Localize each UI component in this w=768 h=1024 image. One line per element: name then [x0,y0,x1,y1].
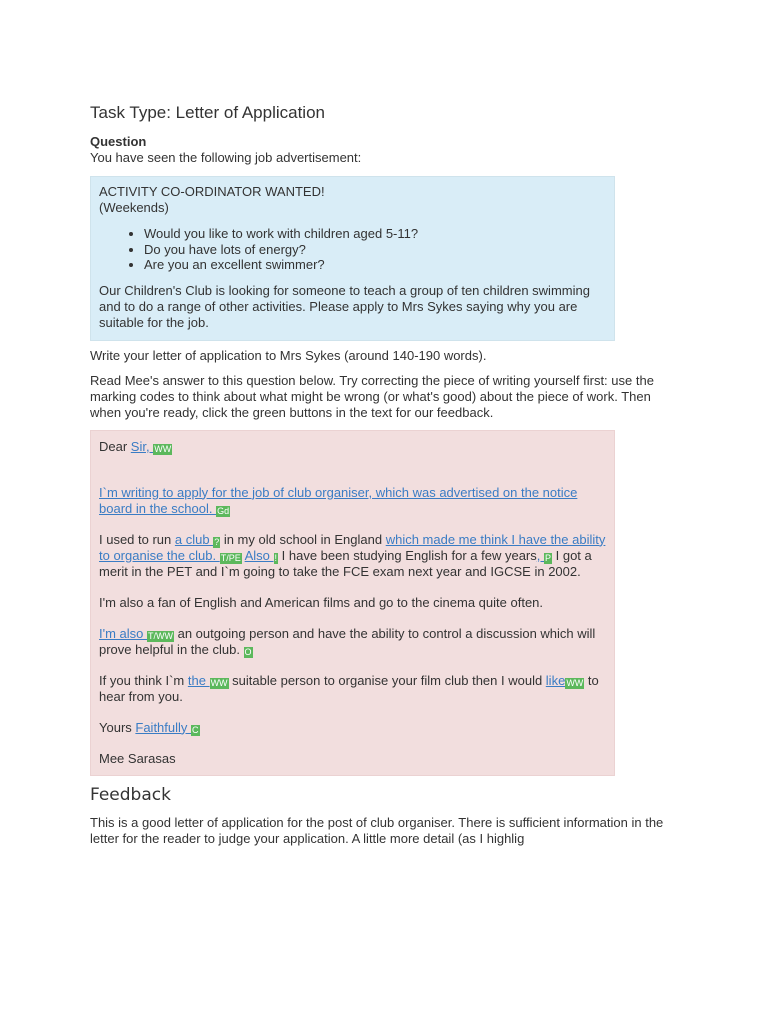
marking-code-button[interactable]: T/PE [220,552,241,563]
marked-text-link[interactable]: I`m writing to apply for the job of club organiser, which was advertised on the notice board in the school. [99,484,578,516]
marking-code-button[interactable]: T/WW [148,630,173,641]
advert-subheading: (Weekends) [99,200,169,215]
marking-code-button[interactable]: P [545,552,552,563]
letter-text: I have been studying English for a few years [278,547,537,563]
advert-bullet-list [99,226,606,273]
advert-bullet: • Would you like to work with children aged 5-11? [144,226,606,242]
advert-heading: ACTIVITY CO-ORDINATOR WANTED! [99,184,325,199]
marked-text-link[interactable]: a club [174,531,214,547]
feedback-heading: Feedback [90,784,171,805]
letter-signature [99,751,606,767]
marking-code-button[interactable]: Gd [217,505,230,516]
letter-text: Yours [99,719,136,735]
marked-text-link[interactable]: the [187,672,210,688]
marking-code-button[interactable]: ! [274,552,278,563]
student-answer-box [90,430,615,776]
question-label: Question [90,134,147,149]
marked-text-link[interactable]: Also [244,547,274,563]
letter-text: suitable person to organise your film club then I would [228,672,546,688]
marking-code-button[interactable]: O [244,646,252,657]
advert-bullet: • Do you have lots of energy? [144,242,606,258]
letter-text: I used to run [99,531,175,547]
letter-signoff [99,720,606,736]
greeting-text: Dear [99,438,131,454]
advert-bullet: • Are you an excellent swimmer? [144,257,606,273]
marking-code-button[interactable]: WW [210,677,228,688]
letter-paragraph [99,532,606,580]
letter-text: to hear from you. [99,672,599,704]
advert-body: Our Children's Club is looking for someone to teach a group of ten children swimming and to do a range of other activities. Please apply to Mrs Sykes saying why you are suitable for the job. [99,282,590,330]
marking-code-button[interactable]: ? [214,536,220,547]
marked-text-link[interactable]: Sir, [130,438,154,454]
job-advert-box [90,176,615,341]
marked-text-link[interactable]: like [545,672,566,688]
marked-text-link[interactable]: which made me think I have the ability to organise the club. [99,531,606,563]
page-title: Task Type: Letter of Application [90,103,325,122]
letter-paragraph [99,673,606,705]
marking-code-button[interactable]: C [192,724,199,735]
marked-text-link[interactable]: Faithfully [135,719,192,735]
letter-paragraph [99,485,606,517]
marked-text-link[interactable]: I'm also [99,625,147,641]
letter-text: If you think I`m [99,672,188,688]
blank-line [99,470,606,485]
question-intro: You have seen the following job advertisement: [90,150,362,165]
task-instruction: Write your letter of application to Mrs Sykes (around 140-190 words). [90,347,487,363]
letter-text: Mee Sarasas [99,750,176,766]
page-content [90,102,680,847]
letter-paragraph [99,626,606,658]
feedback-text: This is a good letter of application for the post of club organiser. There is sufficient information in the letter for the reader to judge your application. A little more detail (as I highlig [90,814,664,846]
marking-code-button[interactable]: WW [566,677,584,688]
read-intro: Read Mee's answer to this question below. Try correcting the piece of writing yourself first: use the marking codes to think about what might be wrong (or what's good) about the piece of work. Then when you're ready, click the green buttons in the text for our feedback. [90,372,654,420]
letter-text: an outgoing person and have the ability to control a discussion which will prove helpful in the club. [99,625,596,657]
letter-text: in my old school in England [220,531,386,547]
marked-text-link[interactable]: , [536,547,544,563]
marking-code-button[interactable]: WW [154,443,172,454]
letter-paragraph [99,595,606,611]
letter-text: I'm also a fan of English and American films and go to the cinema quite often. [99,594,544,610]
letter-greeting [99,439,606,455]
letter-text: I got a merit in the PET and I`m going to take the FCE exam next year and IGCSE in 2002. [99,547,592,579]
